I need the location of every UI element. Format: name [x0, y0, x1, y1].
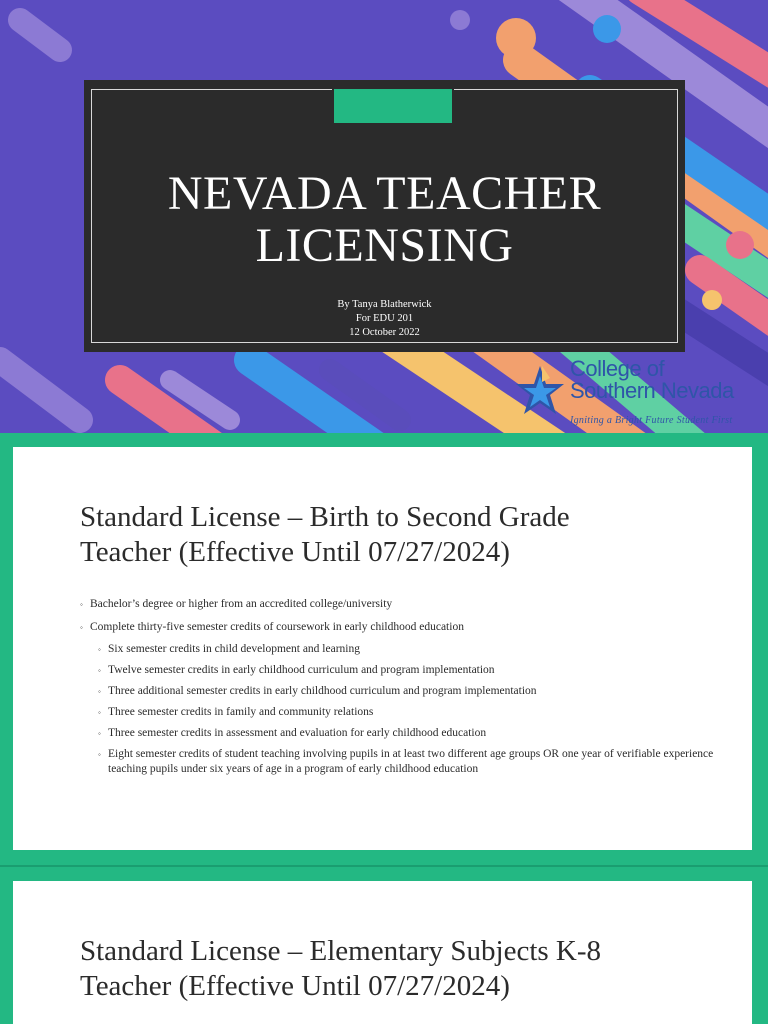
list-item-text: Bachelor’s degree or higher from an accredited college/university	[90, 598, 393, 610]
sub-list-item-text: Twelve semester credits in early childhood curriculum and program implementation	[108, 664, 495, 676]
slide-panel	[13, 447, 752, 850]
slide-title	[80, 500, 570, 570]
byline-date: 12 October 2022	[349, 327, 420, 338]
sub-list-item	[98, 642, 720, 657]
list-item-text: Complete thirty-five semester credits of coursework in early childhood education	[90, 621, 464, 633]
list-item	[80, 620, 720, 777]
byline-author: By Tanya Blatherwick	[337, 299, 432, 310]
title-frame	[91, 89, 678, 343]
college-logo	[512, 358, 768, 433]
title-card	[84, 80, 685, 352]
sub-list-item	[98, 747, 720, 777]
logo-tagline: Igniting a Bright Future Student First	[570, 415, 733, 426]
presentation-title	[92, 168, 677, 272]
byline	[92, 298, 677, 340]
slide-title-line-2: Teacher (Effective Until 07/27/2024)	[80, 970, 510, 1002]
sub-list-item	[98, 684, 720, 699]
title-slide	[0, 0, 768, 433]
sub-list-item	[98, 726, 720, 741]
byline-course: For EDU 201	[355, 313, 414, 324]
sub-list-item-text: Three semester credits in assessment and evaluation for early childhood education	[108, 727, 487, 739]
sub-list-item-text: Six semester credits in child development and learning	[108, 643, 360, 655]
sub-list-item	[98, 705, 720, 720]
accent-tab	[332, 89, 454, 125]
credit-sublist	[90, 642, 720, 777]
list-item	[80, 597, 720, 612]
slide-title	[80, 934, 601, 1004]
star-emblem-icon	[512, 364, 568, 420]
content-slide-elementary	[0, 867, 768, 1024]
requirements-list	[80, 597, 720, 785]
sub-list-item-text: Three additional semester credits in early childhood curriculum and program implementation	[108, 685, 537, 697]
slide-title-line-1: Standard License – Birth to Second Grade	[80, 501, 570, 533]
slide-title-line-1: Standard License – Elementary Subjects K-8	[80, 935, 602, 967]
slide-title-line-2: Teacher (Effective Until 07/27/2024)	[80, 536, 510, 568]
title-line-2: LICENSING	[255, 219, 514, 272]
sub-list-item-text: Eight semester credits of student teaching involving pupils in at least two different age groups OR one year of verifiable experience teaching pupils under six years of age in a program of early childhood education	[108, 748, 714, 775]
logo-line-1: College of	[570, 356, 665, 381]
slide-panel	[13, 881, 752, 1024]
sub-list-item-text: Three semester credits in family and community relations	[108, 706, 374, 718]
content-slide-birth-to-second	[0, 433, 768, 865]
logo-line-2: Southern Nevada	[570, 378, 734, 403]
sub-list-item	[98, 663, 720, 678]
logo-wordmark	[570, 358, 734, 402]
title-line-1: NEVADA TEACHER	[167, 167, 602, 220]
